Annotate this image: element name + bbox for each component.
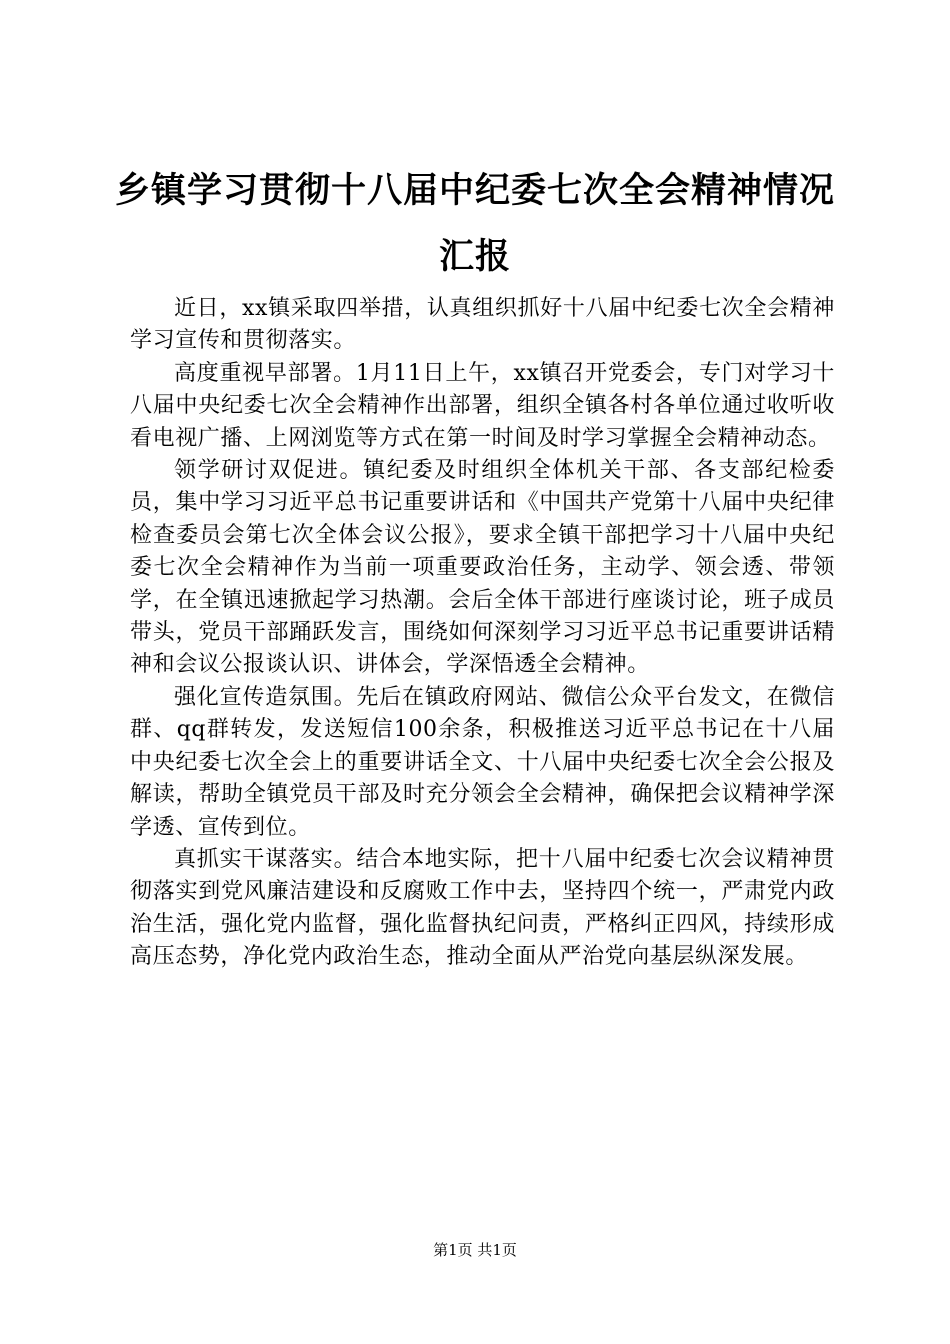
paragraph-publicity: 强化宣传造氛围。先后在镇政府网站、微信公众平台发文，在微信群、qq群转发，发送短信100余条，积极推送习近平总书记在十八届中央纪委七次全会上的重要讲话全文、十八届中央纪委七次全会公报及解读，帮助全镇党员干部及时充分领会全会精神，确保把会议精神学深学透、宣传到位。 xyxy=(130,684,835,840)
title-line-1: 乡镇学习贯彻十八届中纪委七次全会精神情况 xyxy=(114,170,835,211)
paragraph-study-discussion: 领学研讨双促进。镇纪委及时组织全体机关干部、各支部纪检委员，集中学习习近平总书记重要讲话和《中国共产党第十八届中央纪律检查委员会第七次全体会议公报》，要求全镇干部把学习十八届中央纪委七次全会精神作为当前一项重要政治任务，主动学、领会透、带领学，在全镇迅速掀起学习热潮。会后全体干部进行座谈讨论，班子成员带头，党员干部踊跃发言，围绕如何深刻学习习近平总书记重要讲话精神和会议公报谈认识、讲体会，学深悟透全会精神。 xyxy=(130,458,835,678)
paragraph-deployment: 高度重视早部署。1月11日上午，xx镇召开党委会，专门对学习十八届中央纪委七次全会精神作出部署，组织全镇各村各单位通过收听收看电视广播、上网浏览等方式在第一时间及时学习掌握全会精神动态。 xyxy=(130,360,835,451)
document-body xyxy=(130,293,835,974)
paragraph-implementation: 真抓实干谋落实。结合本地实际，把十八届中纪委七次会议精神贯彻落实到党风廉洁建设和反腐败工作中去，坚持四个统一，严肃党内政治生活，强化党内监督，强化监督执纪问责，严格纠正四风，持续形成高压态势，净化党内政治生态，推动全面从严治党向基层纵深发展。 xyxy=(130,846,835,970)
title-line-2: 汇报 xyxy=(438,236,511,277)
document-title xyxy=(100,158,850,290)
page-footer: 第1页 共1页 xyxy=(433,1241,517,1259)
paragraph-intro: 近日，xx镇采取四举措，认真组织抓好十八届中纪委七次全会精神学习宣传和贯彻落实。 xyxy=(130,296,835,354)
